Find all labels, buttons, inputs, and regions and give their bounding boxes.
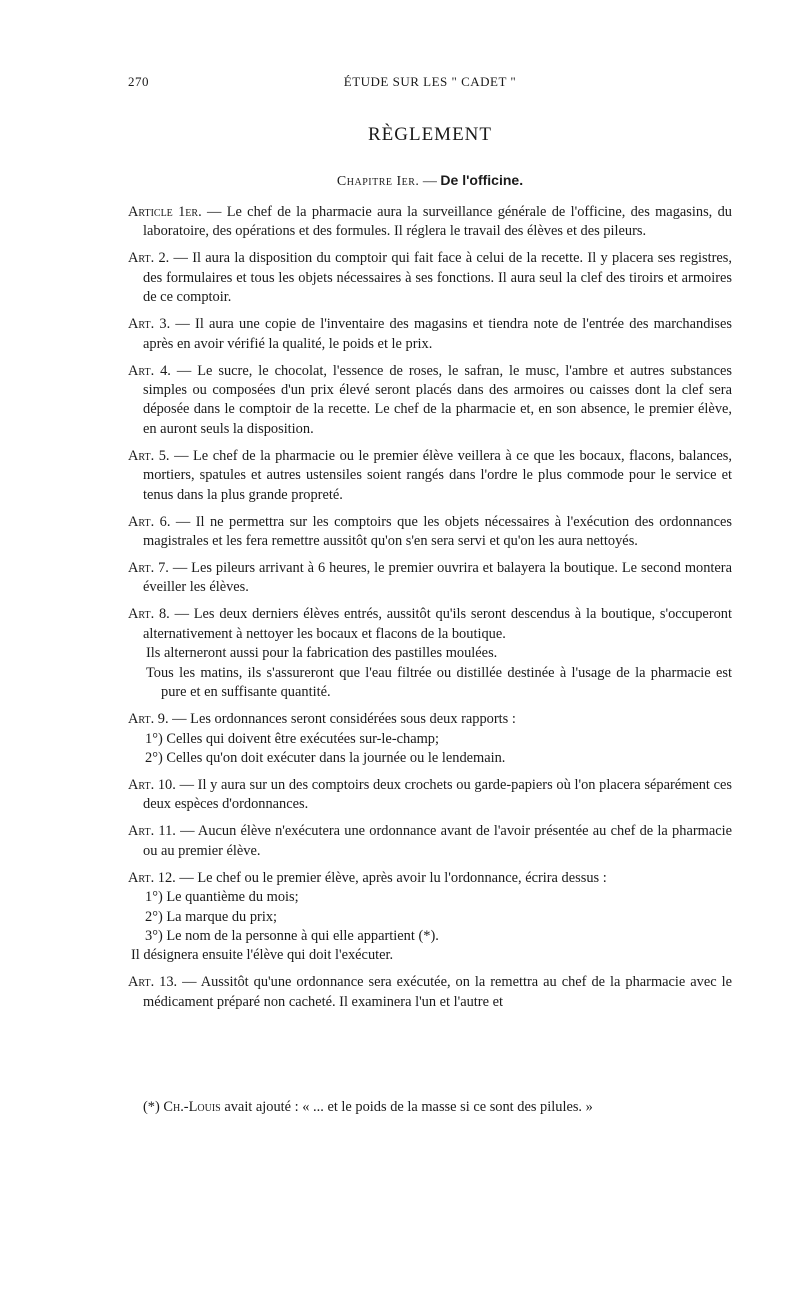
article-3 [128,315,732,354]
article-paragraph: Ils alterneront aussi pour la fabrication des pastilles moulées. [146,645,498,662]
article-number: Art. 3. [128,316,171,333]
article-text: — Le sucre, le chocolat, l'essence de roses, le safran, le musc, l'ambre et autres substances simples ou composées d'un prix élevé seront placés dans des armoires ou caisses dont la clef sera déposée dans le comptoir de la recette. Le chef de la pharmacie et, en son absence, le premier élève, en auront seuls la disposition. [143,362,732,437]
article-number: Art. 2. [128,250,170,267]
article-number: Art. 13. [128,974,178,991]
article-13 [128,973,732,1012]
article-list [128,203,732,1012]
article-text: — Les deux derniers élèves entrés, aussitôt qu'ils seront descendus à la boutique, s'occuperont alternativement à nettoyer les bocaux et flacons de la boutique. [143,606,732,642]
footnote-author: Ch.-Louis [163,1099,221,1115]
article-number: Art. 9. [128,711,169,728]
page-title: RÈGLEMENT [367,124,493,145]
article-text: — Il aura la disposition du comptoir qui fait face à celui de la recette. Il y placera ses registres, des formulaires et tous les objets nécessaires à ses fonctions. Il aura seul la clef des tiroirs et armoires de ce comptoir. [143,250,732,306]
article-number: Art. 5. [128,447,170,464]
list-item: 1°) Le quantième du mois; [145,889,299,906]
article-text: — Le chef de la pharmacie ou le premier élève veillera à ce que les bocaux, flacons, balances, mortiers, spatules et autres ustensiles soient rangés dans l'ordre le plus commode pour le service et tenus dans la plus grande propreté. [143,447,732,503]
article-2 [128,249,732,307]
footnote [143,1098,733,1117]
article-text: — Aussitôt qu'une ordonnance sera exécutée, on la remettra au chef de la pharmacie avec le médicament préparé non cacheté. Il examinera l'un et l'autre et [143,974,732,1010]
article-9-items [145,730,732,769]
chapter-title: De l'officine. [440,172,524,188]
list-item: 2°) La marque du prix; [145,908,278,925]
article-number: Art. 6. [128,513,171,530]
chapter-label: Chapitre Ier. [336,174,420,189]
article-paragraph: Il désignera ensuite l'élève qui doit l'exécuter. [131,947,394,964]
article-text: — Les pileurs arrivant à 6 heures, le premier ouvrira et balayera la boutique. Le second montera éveiller les élèves. [143,560,732,596]
article-1 [128,203,732,242]
article-10 [128,776,732,815]
article-number: Art. 10. [128,776,176,793]
article-text: — Les ordonnances seront considérées sous deux rapports : [172,711,516,728]
article-text: — Il ne permettra sur les comptoirs que les objets nécessaires à l'exécution des ordonnances magistrales et les fera remettre aussitôt qu'on s'en sera servi et qu'on les aura nettoyés. [143,513,732,550]
article-text: — Le chef de la pharmacie aura la surveillance générale de l'officine, des magasins, du laboratoire, des opérations et des formules. Il réglera le travail des élèves et des pileurs. [143,204,732,240]
article-4 [128,362,732,440]
page-number: 270 [128,74,149,89]
running-title: ÉTUDE SUR LES " CADET " [343,74,517,89]
article-text: — Il y aura sur un des comptoirs deux crochets ou garde-papiers où l'on placera séparément ces deux espèces d'ordonnances. [143,776,732,813]
article-number: Art. 7. [128,560,169,577]
article-text: — Aucun élève n'exécutera une ordonnance avant de l'avoir présentée au chef de la pharmacie ou au premier élève. [143,823,732,859]
article-number: Article 1er. [128,204,202,220]
list-item: 1°) Celles qui doivent être exécutées sur-le-champ; [145,730,439,747]
list-item: 2°) Celles qu'on doit exécuter dans la journée ou le lendemain. [145,749,506,766]
article-text: — Il aura une copie de l'inventaire des magasins et tiendra note de l'entrée des marchandises après en avoir vérifié la qualité, le poids et le prix. [143,316,732,352]
footnote-text: avait ajouté : « ... et le poids de la masse si ce sont des pilules. » [224,1099,593,1115]
article-7 [128,559,732,598]
footnote-marker: (*) [143,1099,160,1115]
article-paragraph: Tous les matins, ils s'assureront que l'eau filtrée ou distillée destinée à l'usage de la pharmacie est pure et en suffisante quantité. [146,664,732,701]
article-12-items [145,888,732,946]
article-11 [128,822,732,861]
article-text: — Le chef ou le premier élève, après avoir lu l'ordonnance, écrira dessus : [179,869,607,886]
article-number: Art. 4. [128,362,171,379]
article-9 [128,710,732,768]
chapter-heading [128,172,732,190]
article-number: Art. 11. [128,823,176,840]
chapter-dash: — [422,174,437,189]
article-6 [128,513,732,552]
article-8 [128,605,732,702]
list-item: 3°) Le nom de la personne à qui elle appartient (*). [145,927,439,944]
article-number: Art. 12. [128,869,176,886]
article-12-closing [131,946,732,965]
running-head [128,74,732,94]
article-8-paragraphs [146,644,732,702]
article-5 [128,447,732,505]
article-number: Art. 8. [128,606,170,623]
article-12 [128,869,732,966]
